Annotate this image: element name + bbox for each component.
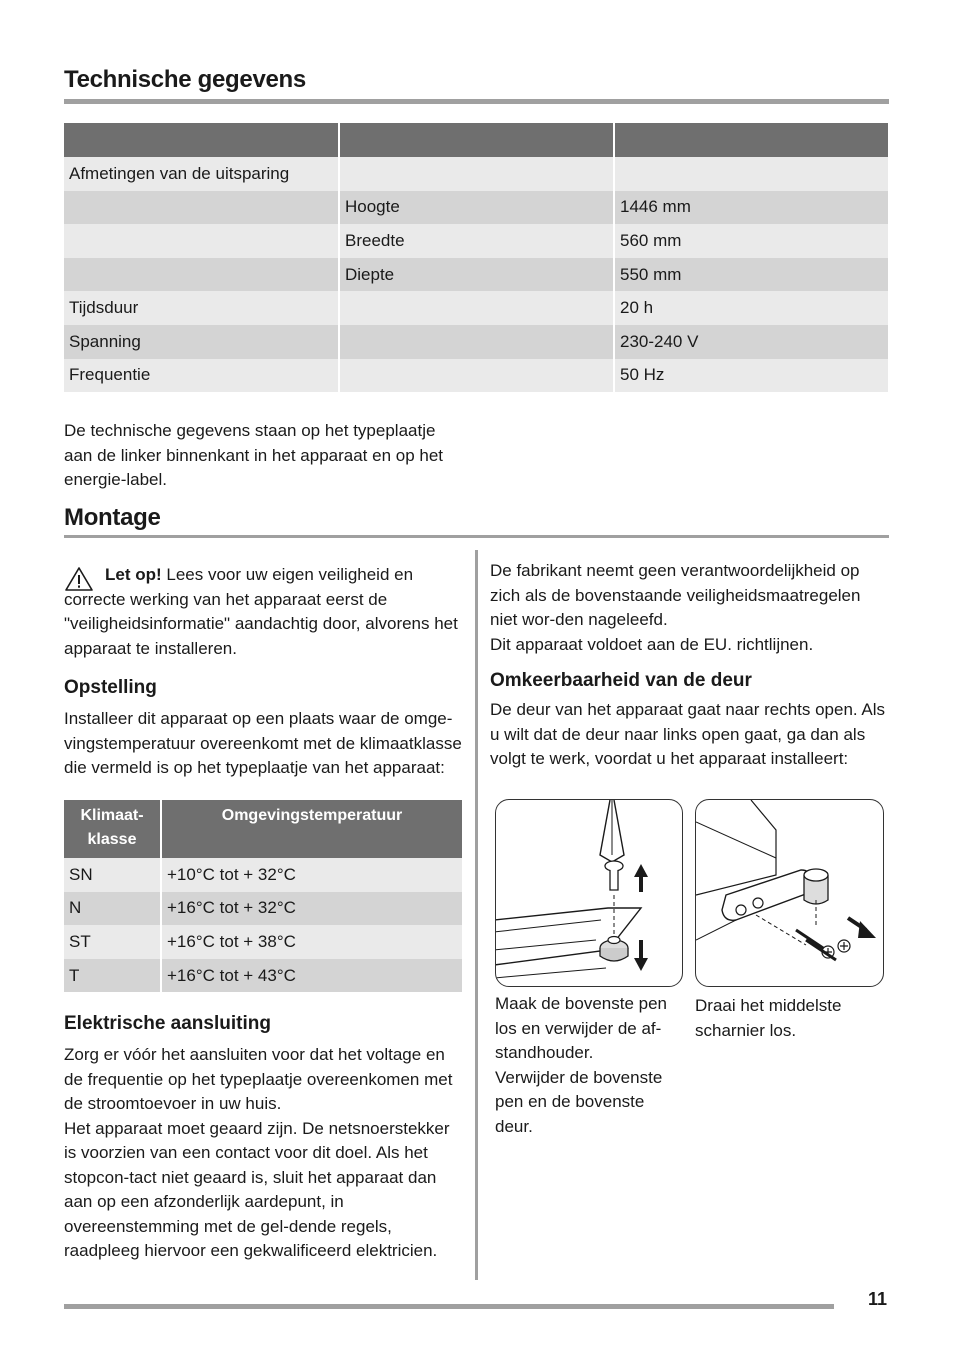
- warning-label: Let op!: [105, 565, 162, 584]
- deur-text: De deur van het apparaat gaat naar rechts open. Als u wilt dat de deur naar links open gaat, ga dan als volgt te werk, voordat u het apparaat installeert:: [490, 700, 886, 768]
- warning-body: Lees voor uw eigen veiligheid en correcte werking van het apparaat eerst de "veiligheidsinformatie" aandachtig door, alvorens het apparaat te installeren.: [64, 565, 458, 658]
- table-cell: 560 mm: [614, 224, 888, 258]
- subsection-title-elektrisch: Elektrische aansluiting: [64, 1013, 271, 1034]
- figure-1-caption: [495, 992, 681, 1139]
- table-cell: 20 h: [614, 291, 888, 325]
- table-row: [64, 959, 462, 993]
- subsection-title-opstelling: Opstelling: [64, 677, 157, 698]
- table-cell: 1446 mm: [614, 191, 888, 225]
- table-row: [64, 291, 888, 325]
- middle-hinge-illustration: [696, 800, 883, 986]
- table-cell: [64, 224, 339, 258]
- table-cell: [64, 191, 339, 225]
- table-cell: Afmetingen van de uitsparing: [64, 157, 339, 191]
- climate-class-table: [64, 800, 462, 992]
- figure-2-caption: Draai het middelste scharnier los.: [695, 996, 842, 1040]
- table-row: [64, 157, 888, 191]
- technical-data-note: De technische gegevens staan op het typeplaatje aan de linker binnenkant in het apparaat en op het energie-label.: [64, 421, 444, 489]
- table-row: [64, 258, 888, 292]
- table-cell: Spanning: [64, 325, 339, 359]
- table-cell: Frequentie: [64, 359, 339, 393]
- warning-text: [64, 563, 462, 661]
- table-cell: +16°C tot + 32°C: [161, 892, 462, 926]
- table-header-klasse: Klimaat-klasse: [64, 800, 161, 858]
- table-cell: Tijdsduur: [64, 291, 339, 325]
- figure-hinge-pin: [495, 799, 683, 987]
- table-row: [64, 224, 888, 258]
- technical-data-table: [64, 123, 888, 392]
- figure-middle-hinge: [695, 799, 884, 987]
- table-cell: ST: [64, 925, 161, 959]
- figure-1-caption-2: Verwijder de bovenste pen en de bovenste deur.: [495, 1067, 663, 1136]
- table-header-temperatuur: Omgevingstemperatuur: [161, 800, 462, 858]
- table-cell: Breedte: [339, 224, 614, 258]
- hinge-pin-illustration: [496, 800, 682, 986]
- table-cell: SN: [64, 858, 161, 892]
- fabrikant-text-block: [490, 559, 886, 657]
- table-cell: +16°C tot + 43°C: [161, 959, 462, 993]
- table-cell: 50 Hz: [614, 359, 888, 393]
- section-divider: [64, 99, 889, 104]
- section-title-technische-gegevens: Technische gegevens: [64, 66, 306, 93]
- section-divider: [64, 535, 889, 538]
- table-row: [64, 925, 462, 959]
- table-row: [64, 325, 888, 359]
- table-cell: 230-240 V: [614, 325, 888, 359]
- fabrikant-text-2: Dit apparaat voldoet aan de EU. richtlijnen.: [490, 634, 814, 654]
- table-row: [64, 892, 462, 926]
- table-cell: N: [64, 892, 161, 926]
- footer-divider: [64, 1304, 834, 1309]
- table-cell: [64, 258, 339, 292]
- table-cell: Hoogte: [339, 191, 614, 225]
- fabrikant-text-1: De fabrikant neemt geen verantwoordelijkheid op zich als de bovenstaande veiligheidsmaatregelen niet wor-den nageleefd.: [490, 561, 861, 629]
- table-cell: [614, 157, 888, 191]
- section-title-montage: Montage: [64, 504, 161, 531]
- table-cell: +16°C tot + 38°C: [161, 925, 462, 959]
- figure-1-caption-1: Maak de bovenste pen los en verwijder de af-standhouder.: [495, 994, 668, 1062]
- table-header-row: [64, 123, 888, 157]
- table-cell: +10°C tot + 32°C: [161, 858, 462, 892]
- elektrisch-text-1: Zorg er vóór het aansluiten voor dat het voltage en de frequentie op het typeplaatje overeenkomen met de stroomtoevoer in uw huis.: [64, 1045, 453, 1113]
- table-row: [64, 858, 462, 892]
- subsection-title-deur: Omkeerbaarheid van de deur: [490, 670, 752, 691]
- opstelling-text: Installeer dit apparaat op een plaats waar de omge-vingstemperatuur overeenkomt met de klimaatklasse die vermeld is op het typeplaatje van het apparaat:: [64, 709, 462, 777]
- table-cell: Diepte: [339, 258, 614, 292]
- page-number: 11: [868, 1289, 888, 1309]
- column-divider: [475, 550, 478, 1280]
- table-row: [64, 191, 888, 225]
- elektrisch-text-2: Het apparaat moet geaard zijn. De netsnoerstekker is voorzien van een contact voor dit doel. Als het stopcon-tact niet geaard is, sluit het apparaat dan aan op een afzonderlijk aardepunt, in overeenstemming met de gel-dende regels, raadpleeg hiervoor een gekwalificeerd elektricien.: [64, 1118, 450, 1260]
- table-cell: [339, 325, 614, 359]
- table-cell: T: [64, 959, 161, 993]
- table-cell: [339, 359, 614, 393]
- table-cell: [339, 157, 614, 191]
- table-row: [64, 359, 888, 393]
- table-cell: [339, 291, 614, 325]
- warning-block: [64, 563, 464, 661]
- elektrisch-text-block: [64, 1043, 466, 1264]
- table-cell: 550 mm: [614, 258, 888, 292]
